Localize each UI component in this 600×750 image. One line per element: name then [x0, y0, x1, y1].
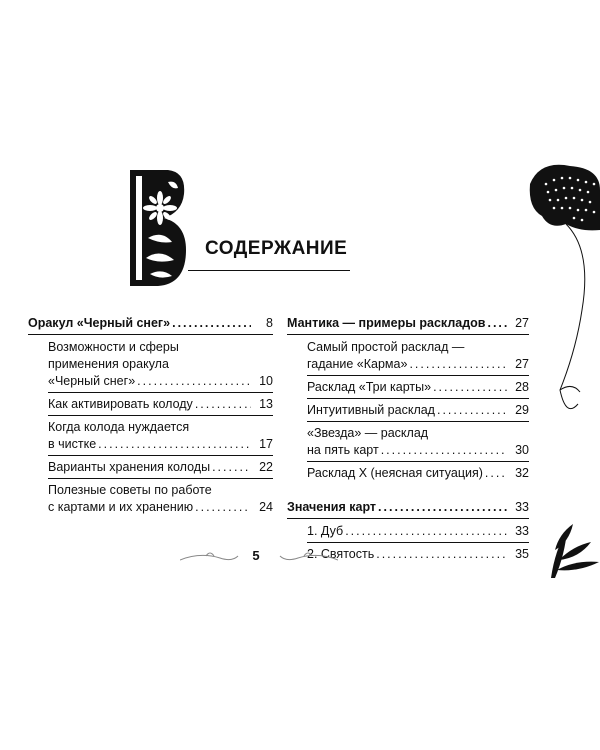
toc-page-number: 35	[515, 547, 529, 561]
toc-entry-line: Когда колода нуждается	[48, 420, 190, 434]
dot-leader	[437, 402, 507, 419]
page-title: СОДЕРЖАНИЕ	[205, 238, 348, 259]
toc-entry-card-meanings[interactable]	[287, 499, 529, 516]
toc-entry-intuitive[interactable]	[307, 402, 529, 422]
toc-right-column	[287, 315, 529, 568]
decorative-leaf-icon	[545, 520, 600, 580]
toc-entry-line: Возможности и сферы	[48, 340, 179, 354]
toc-page-number: 24	[259, 500, 273, 514]
toc-entry-features[interactable]	[48, 339, 273, 393]
dot-leader	[345, 523, 507, 540]
toc-entry-oracle[interactable]	[28, 315, 273, 332]
toc-page-number: 8	[266, 316, 273, 330]
toc-entry-star[interactable]	[307, 425, 529, 462]
toc-page-number: 10	[259, 374, 273, 388]
toc-entry-title: 2. Святость	[307, 547, 375, 561]
ornament-swirl-right-icon	[278, 548, 338, 566]
toc-entry-three-cards[interactable]	[307, 379, 529, 399]
toc-entry-layout-x[interactable]	[307, 465, 529, 484]
toc-entry-title: 1. Дуб	[307, 524, 344, 538]
toc-entry-title: Оракул «Черный снег»	[28, 316, 171, 330]
toc-page-number: 33	[515, 500, 529, 514]
toc-page-number: 17	[259, 437, 273, 451]
dot-leader	[381, 442, 507, 459]
dot-leader	[137, 373, 251, 390]
title-underline	[188, 270, 350, 271]
toc-entry-title: на пять карт	[307, 443, 379, 457]
toc-entry-title: Значения карт	[287, 500, 377, 514]
toc-page-number: 30	[515, 443, 529, 457]
toc-entry-line: применения оракула	[48, 357, 169, 371]
toc-entry-tips[interactable]	[48, 482, 273, 518]
toc-page-number: 13	[259, 397, 273, 411]
dot-leader	[485, 465, 507, 482]
toc-entry-cleaning[interactable]	[48, 419, 273, 456]
toc-entry-title: Варианты хранения колоды	[48, 460, 211, 474]
dot-leader	[212, 459, 251, 476]
toc-page-number: 33	[515, 524, 529, 538]
toc-entry-holiness[interactable]	[307, 546, 529, 565]
toc-entry-line: Полезные советы по работе	[48, 483, 212, 497]
dot-leader	[98, 436, 251, 453]
toc-entry-title: Интуитивный расклад	[307, 403, 435, 417]
dot-leader	[487, 315, 507, 332]
toc-page-number: 29	[515, 403, 529, 417]
dot-leader	[409, 356, 507, 373]
toc-page-number: 32	[515, 466, 529, 480]
toc-entry-title: гадание «Карма»	[307, 357, 408, 371]
toc-page-number: 28	[515, 380, 529, 394]
toc-entry-karma[interactable]	[307, 339, 529, 376]
toc-entry-mantika[interactable]	[287, 315, 529, 332]
page-number: 5	[252, 548, 260, 563]
toc-page-number: 27	[515, 357, 529, 371]
toc-entry-oak[interactable]	[307, 523, 529, 543]
dot-leader	[376, 546, 507, 563]
toc-entry-line: «Звезда» — расклад	[307, 426, 429, 440]
floral-initial-letter-icon	[128, 168, 188, 288]
ornament-swirl-left-icon	[180, 548, 240, 566]
toc-entry-title: Мантика — примеры раскладов	[287, 316, 486, 330]
dot-leader	[195, 396, 251, 413]
dot-leader	[378, 499, 507, 516]
toc-entry-title: с картами и их хранению	[48, 500, 194, 514]
toc-page-number: 22	[259, 460, 273, 474]
toc-entry-title: Расклад X (неясная ситуация)	[307, 466, 483, 480]
toc-entry-storage[interactable]	[48, 459, 273, 479]
toc-entry-line: Самый простой расклад —	[307, 340, 465, 354]
page-number-ornament	[234, 545, 278, 571]
dot-leader	[172, 315, 251, 332]
toc-entry-title: Как активировать колоду	[48, 397, 193, 411]
decorative-dotted-flower-icon	[520, 160, 600, 430]
dot-leader	[433, 379, 507, 396]
toc-left-column	[28, 315, 273, 521]
dot-leader	[195, 499, 251, 516]
toc-entry-title: в чистке	[48, 437, 97, 451]
toc-page-number: 27	[515, 316, 529, 330]
toc-entry-title: «Черный снег»	[48, 374, 136, 388]
toc-entry-title: Расклад «Три карты»	[307, 380, 432, 394]
toc-entry-activate[interactable]	[48, 396, 273, 416]
